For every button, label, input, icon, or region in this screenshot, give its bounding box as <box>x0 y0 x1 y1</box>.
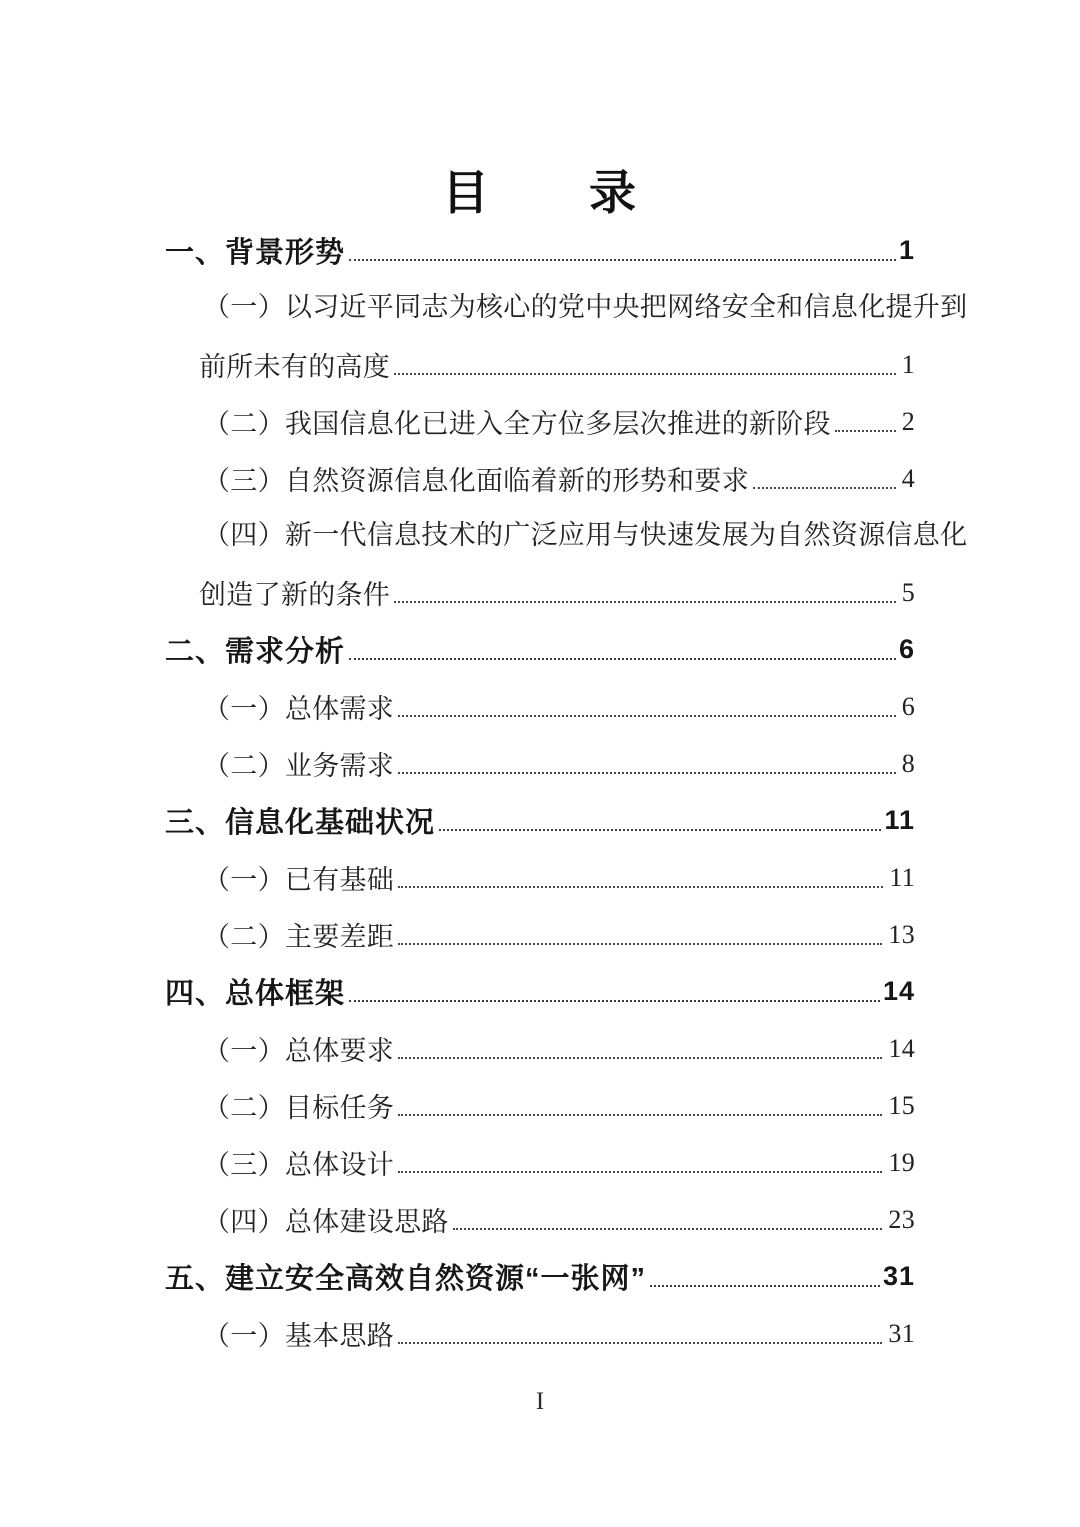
toc-entry <box>165 621 915 678</box>
toc-entry <box>165 792 915 849</box>
toc-entry-label: （一）已有基础 <box>203 865 395 896</box>
toc-entry-label: 二、需求分析 <box>165 636 346 669</box>
toc-entry <box>165 393 915 450</box>
toc-entry-label: 一、背景形势 <box>165 237 346 270</box>
toc-entry-label: 三、信息化基础状况 <box>165 807 436 840</box>
toc-entry-label: （四）总体建设思路 <box>203 1207 449 1238</box>
toc-entry-page-number: 19 <box>888 1147 915 1177</box>
toc-entry-page-number: 6 <box>898 634 915 665</box>
toc-entry-label: （二）目标任务 <box>203 1093 395 1124</box>
toc-entry <box>165 564 915 621</box>
toc-entry-label: 五、建立安全高效自然资源“一张网” <box>165 1263 647 1296</box>
toc-entry-page-number: 8 <box>901 748 915 778</box>
toc-entry-label: （二）我国信息化已进入全方位多层次推进的新阶段 <box>203 409 831 440</box>
table-of-contents <box>165 222 968 1362</box>
toc-entry-label: （二）主要差距 <box>203 922 395 953</box>
toc-entry <box>165 1305 915 1362</box>
toc-entry-label: （四）新一代信息技术的广泛应用与快速发展为自然资源信息化 <box>203 520 968 551</box>
toc-entry <box>165 1191 915 1248</box>
dot-leader <box>453 1228 883 1230</box>
toc-entry <box>165 507 968 564</box>
toc-entry-page-number: 5 <box>901 577 915 607</box>
toc-entry <box>165 222 915 279</box>
toc-entry-label: 前所未有的高度 <box>199 352 391 383</box>
dot-leader <box>349 658 896 660</box>
toc-entry-label: （一）总体要求 <box>203 1036 395 1067</box>
toc-entry-page-number: 31 <box>888 1318 915 1348</box>
toc-entry <box>165 1134 915 1191</box>
dot-leader <box>650 1285 880 1287</box>
dot-leader <box>753 487 896 489</box>
toc-entry-page-number: 15 <box>888 1090 915 1120</box>
toc-entry-page-number: 1 <box>901 349 915 379</box>
toc-entry <box>165 963 915 1020</box>
toc-entry <box>165 735 915 792</box>
dot-leader <box>349 259 896 261</box>
dot-leader <box>835 430 896 432</box>
toc-entry-page-number: 6 <box>901 691 915 721</box>
toc-entry <box>165 906 915 963</box>
dot-leader <box>398 1342 882 1344</box>
toc-entry <box>165 279 968 336</box>
footer-page-number: I <box>535 1388 545 1416</box>
dot-leader <box>398 715 896 717</box>
toc-entry-page-number: 23 <box>888 1204 915 1234</box>
toc-entry-page-number: 2 <box>901 406 915 436</box>
dot-leader <box>398 943 882 945</box>
toc-entry <box>165 1077 915 1134</box>
toc-entry-page-number: 14 <box>888 1033 915 1063</box>
toc-entry <box>165 1248 915 1305</box>
toc-entry <box>165 678 915 735</box>
toc-entry-page-number: 31 <box>882 1261 915 1292</box>
toc-entry-label: 创造了新的条件 <box>199 580 391 611</box>
toc-entry <box>165 1020 915 1077</box>
toc-entry-page-number: 11 <box>889 862 915 892</box>
toc-entry-page-number: 13 <box>888 919 915 949</box>
page-title: 目 录 <box>442 166 638 219</box>
dot-leader <box>398 886 883 888</box>
toc-entry-page-number: 1 <box>898 235 915 266</box>
toc-entry-page-number: 4 <box>901 463 915 493</box>
toc-entry <box>165 336 915 393</box>
toc-entry-label: 四、总体框架 <box>165 978 346 1011</box>
toc-entry-label: （二）业务需求 <box>203 751 395 782</box>
dot-leader <box>394 601 896 603</box>
toc-entry-label: （一）基本思路 <box>203 1321 395 1352</box>
toc-entry-page-number: 14 <box>882 976 915 1007</box>
toc-entry-label: （三）自然资源信息化面临着新的形势和要求 <box>203 466 749 497</box>
toc-entry-label: （三）总体设计 <box>203 1150 395 1181</box>
toc-entry-label: （一）以习近平同志为核心的党中央把网络安全和信息化提升到 <box>203 292 968 323</box>
toc-entry-page-number: 11 <box>884 805 915 836</box>
dot-leader <box>439 829 881 831</box>
dot-leader <box>394 373 896 375</box>
toc-entry <box>165 849 915 906</box>
dot-leader <box>398 1114 882 1116</box>
dot-leader <box>398 1057 882 1059</box>
dot-leader <box>349 1000 880 1002</box>
dot-leader <box>398 1171 882 1173</box>
dot-leader <box>398 772 896 774</box>
toc-entry <box>165 450 915 507</box>
toc-entry-label: （一）总体需求 <box>203 694 395 725</box>
